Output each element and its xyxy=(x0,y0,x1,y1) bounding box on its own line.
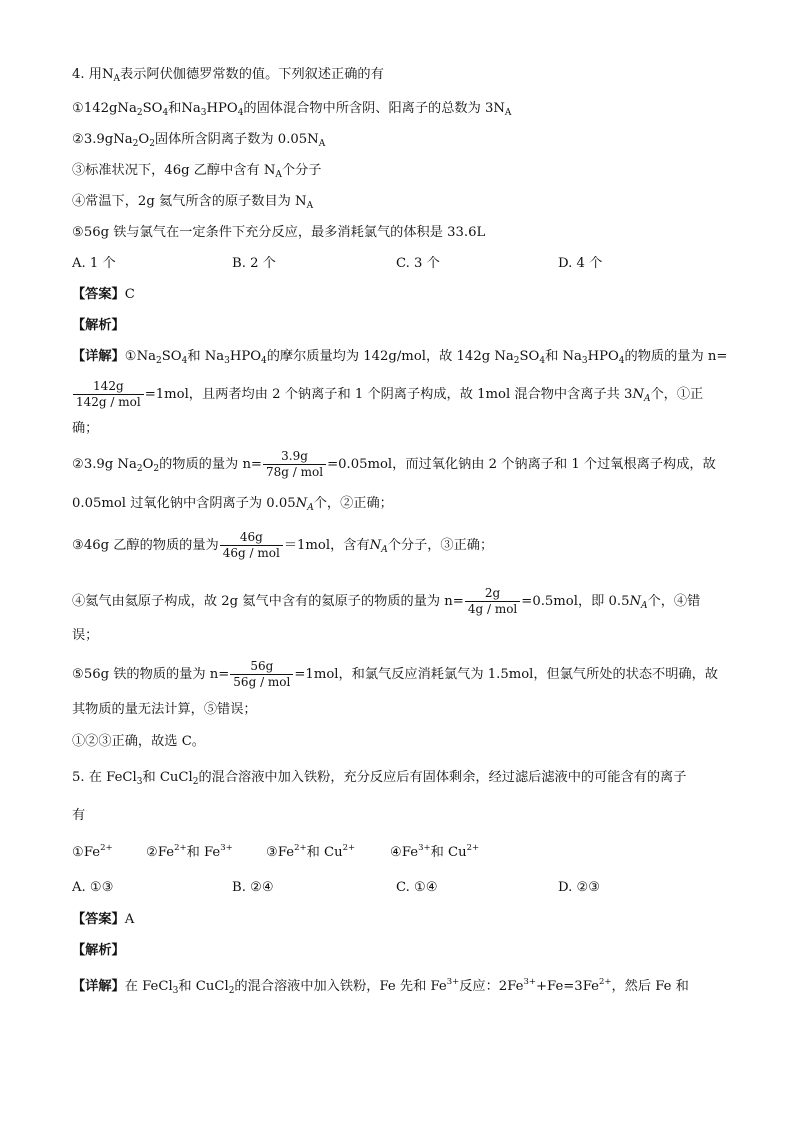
q5-option-c: C. ①④ xyxy=(396,880,438,895)
q4-analysis-label: 【解析】 xyxy=(72,318,125,333)
q4-detail-line-6: ③46g 乙醇的物质的量为 $\frac{46g}{\text{46g / mol}}$ ＝1mol，含有$N_A$个分子，③正确； xyxy=(72,530,494,560)
q4-detail-line-5: 0.05mol 过氧化钠中含阴离子为 $0.05N_A$个，②正确； xyxy=(72,496,393,513)
q4-conclusion: ①②③正确，故选 C。 xyxy=(72,734,205,749)
fraction: $\frac{3.9g}{\text{78g / mol}}$ xyxy=(263,449,326,480)
q4-answer: 【答案】C xyxy=(72,287,135,302)
q4-detail-line-7: ④氦气由氦原子构成，故 2g 氦气中含有的氦原子的物质的量为 n= $\frac{2g}{\text{4g / mol}}$ =0.5mol，即 $0.5N_A$个，④错 xyxy=(72,586,701,616)
q5-ion-2: $②Fe^{2+}$和 $Fe^{3+}$ xyxy=(146,843,233,860)
q4-detail-line-1: 【详解】$①Na_2SO_4$和 $Na_3HPO_4$的摩尔质量均为 142g/mol，故 142g $Na_2SO_4$和 $Na_3HPO_4$的物质的量为 n= xyxy=(72,349,728,366)
q4-detail-line-3: 确； xyxy=(72,421,99,436)
q5-ion-1: $①Fe^{2+}$ xyxy=(72,843,113,860)
fraction: $\frac{142g}{\text{142g / mol}}$ xyxy=(73,379,144,410)
fraction: $\frac{46g}{\text{46g / mol}}$ xyxy=(220,530,283,561)
q5-ion-4: $④Fe^{3+}$和 $Cu^{2+}$ xyxy=(390,843,480,860)
q5-analysis-label: 【解析】 xyxy=(72,943,125,958)
fraction: $\frac{56g}{\text{56g / mol}}$ xyxy=(230,659,293,690)
fraction: $\frac{2g}{\text{4g / mol}}$ xyxy=(465,586,520,617)
q4-stem: 4. 用$N_A$表示阿伏伽德罗常数的值。下列叙述正确的有 xyxy=(72,67,384,84)
q5-option-a: A. ①③ xyxy=(72,880,114,895)
q4-option-b: B. 2 个 xyxy=(232,256,276,271)
q5-stem-line-2: 有 xyxy=(72,808,86,823)
q4-detail-line-4: ②3.9g $Na_2O_2$的物质的量为 n= $\frac{3.9g}{\text{78g / mol}}$ =0.05mol，而过氧化钠由 2 个钠离子和 1 个过氧根离子构成，故 xyxy=(72,449,716,479)
q4-statement-2: $②3.9gNa_2O_2$固体所含阴离子数为 $0.05N_A$ xyxy=(72,132,326,149)
q4-option-d: D. 4 个 xyxy=(558,256,603,271)
q5-detail-line-1: 【详解】在 FeCl$_3$和 CuCl$_2$的混合溶液中加入铁粉，Fe 先和 $Fe^{3+}$反应：$2Fe^{3+}+Fe=3Fe^{2+}$，然后 Fe 和 xyxy=(72,977,689,996)
q4-option-a: A. 1 个 xyxy=(72,256,116,271)
q4-option-c: C. 3 个 xyxy=(396,256,440,271)
q4-detail-line-8: 误； xyxy=(72,628,99,643)
q5-answer: 【答案】A xyxy=(72,912,135,927)
q4-detail-line-2: $\frac{142g}{\text{142g / mol}}$ =1mol，且两者均由 2 个钠离子和 1 个阴离子构成，故 1mol 混合物中含离子共 $3N_A$个，①正 xyxy=(72,379,703,411)
q5-stem: 5. 在 FeCl$_3$和 CuCl$_2$的混合溶液中加入铁粉，充分反应后有固体剩余，经过滤后滤液中的可能含有的离子 xyxy=(72,770,687,787)
q4-statement-4: ④常温下，2g 氦气所含的原子数目为 $N_A$ xyxy=(72,194,314,211)
q4-detail-line-10: 其物质的量无法计算，⑤错误； xyxy=(72,702,257,717)
q5-option-d: D. ②③ xyxy=(558,880,601,895)
q4-statement-3: ③标准状况下，46g 乙醇中含有 $N_A$个分子 xyxy=(72,163,322,180)
q4-statement-1: $①142gNa_2SO_4$和$Na_3HPO_4$的固体混合物中所含阴、阳离子的总数为 $3N_A$ xyxy=(72,101,512,118)
q5-ion-3: $③Fe^{2+}$和 $Cu^{2+}$ xyxy=(266,843,356,860)
q4-statement-5: ⑤56g 铁与氯气在一定条件下充分反应，最多消耗氯气的体积是 33.6L xyxy=(72,225,486,240)
q5-option-b: B. ②④ xyxy=(232,880,274,895)
q4-detail-line-9: ⑤56g 铁的物质的量为 n= $\frac{56g}{\text{56g / mol}}$ =1mol，和氯气反应消耗氯气为 1.5mol，但氯气所处的状态不明确，故 xyxy=(72,659,718,689)
